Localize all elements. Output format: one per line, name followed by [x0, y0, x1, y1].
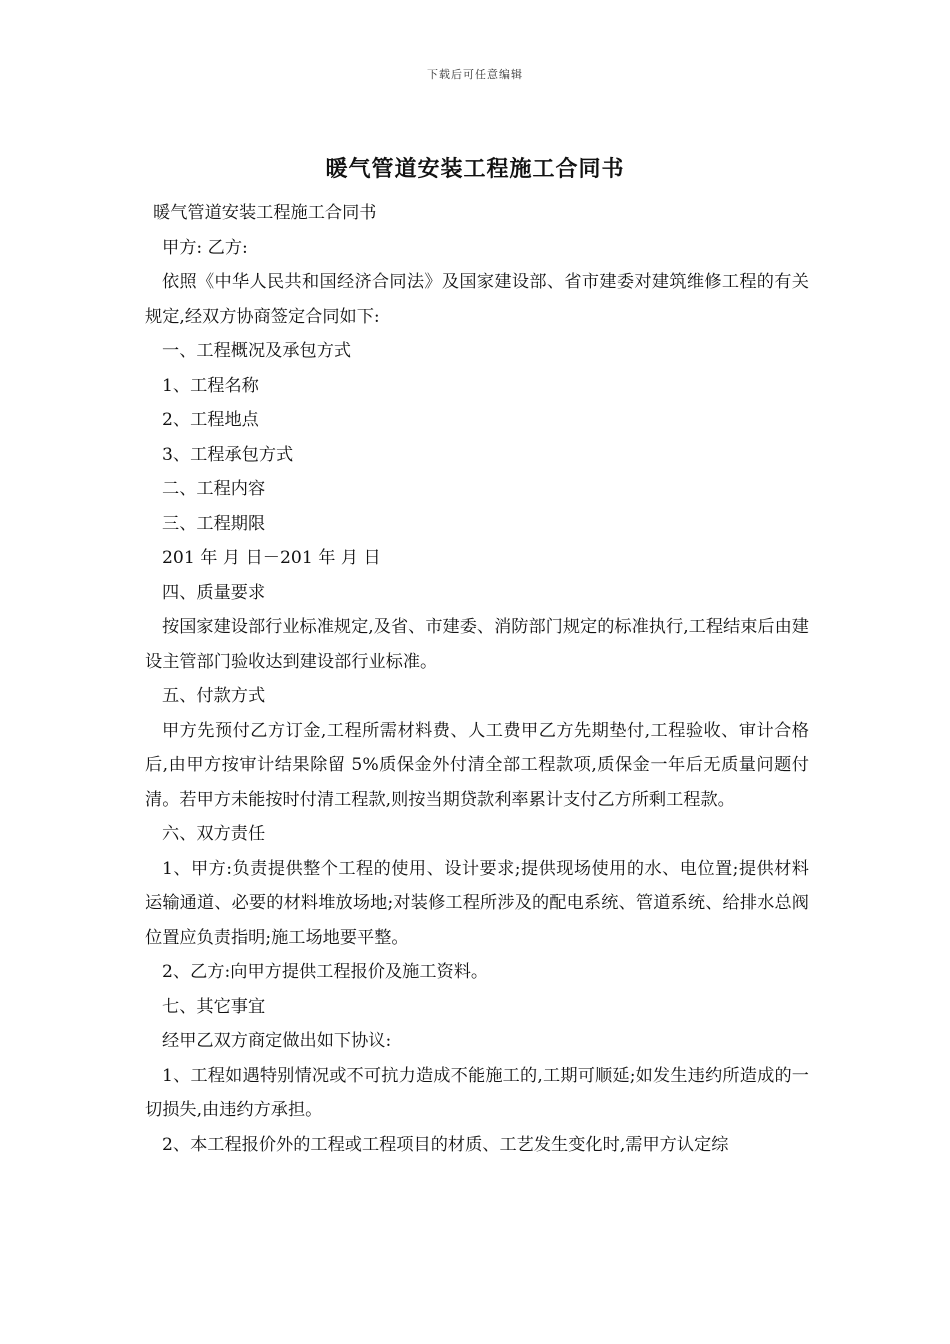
section-heading-6: 六、双方责任 [162, 824, 266, 844]
payment-paragraph: 甲方先预付乙方订金,工程所需材料费、人工费甲乙方先期垫付,工程验收、审计合格后,由甲方按审计结果除留 5%质保金外付清全部工程款项,质保金一年后无质量问题付清。若甲方未能按时付清工程款,则按当期贷款利率累计支付乙方所剩工程款。 [145, 720, 809, 810]
list-item-contract-method: 3、工程承包方式 [162, 444, 294, 465]
party-b-duties-paragraph: 2、乙方:向甲方提供工程报价及施工资料。 [162, 962, 489, 982]
parties-line: 甲方: 乙方: [162, 237, 248, 258]
project-period-line: 201 年 月 日－201 年 月 日 [162, 548, 381, 568]
document-title: 暖气管道安装工程施工合同书 [325, 156, 625, 182]
list-item-project-name: 1、工程名称 [162, 375, 259, 396]
other-item-1-paragraph: 1、工程如遇特别情况或不可抗力造成不能施工的,工期可顺延;如发生违约所造成的一切损失,由违约方承担。 [145, 1065, 809, 1120]
page-header-note: 下载后可任意编辑 [427, 68, 523, 81]
document-body [145, 196, 809, 1162]
section-heading-1: 一、工程概况及承包方式 [162, 341, 352, 361]
section-heading-4: 四、质量要求 [162, 582, 266, 603]
preamble-paragraph: 依照《中华人民共和国经济合同法》及国家建设部、省市建委对建筑维修工程的有关规定,经双方协商签定合同如下: [145, 272, 809, 327]
party-a-duties-paragraph: 1、甲方:负责提供整个工程的使用、设计要求;提供现场使用的水、电位置;提供材料运输通道、必要的材料堆放场地;对装修工程所涉及的配电系统、管道系统、给排水总阀位置应负责指明;施工场地要平整。 [145, 858, 809, 948]
document-subtitle: 暖气管道安装工程施工合同书 [153, 203, 377, 223]
section-heading-7: 七、其它事宜 [162, 996, 266, 1017]
other-item-2-paragraph: 2、本工程报价外的工程或工程项目的材质、工艺发生变化时,需甲方认定综 [162, 1134, 729, 1155]
section-heading-2: 二、工程内容 [162, 479, 266, 499]
quality-paragraph: 按国家建设部行业标准规定,及省、市建委、消防部门规定的标准执行,工程结束后由建设主管部门验收达到建设部行业标准。 [145, 617, 809, 672]
section-heading-5: 五、付款方式 [162, 686, 266, 706]
section-heading-3: 三、工程期限 [162, 513, 266, 534]
agreement-intro-line: 经甲乙双方商定做出如下协议: [162, 1031, 392, 1051]
list-item-project-location: 2、工程地点 [162, 410, 259, 430]
